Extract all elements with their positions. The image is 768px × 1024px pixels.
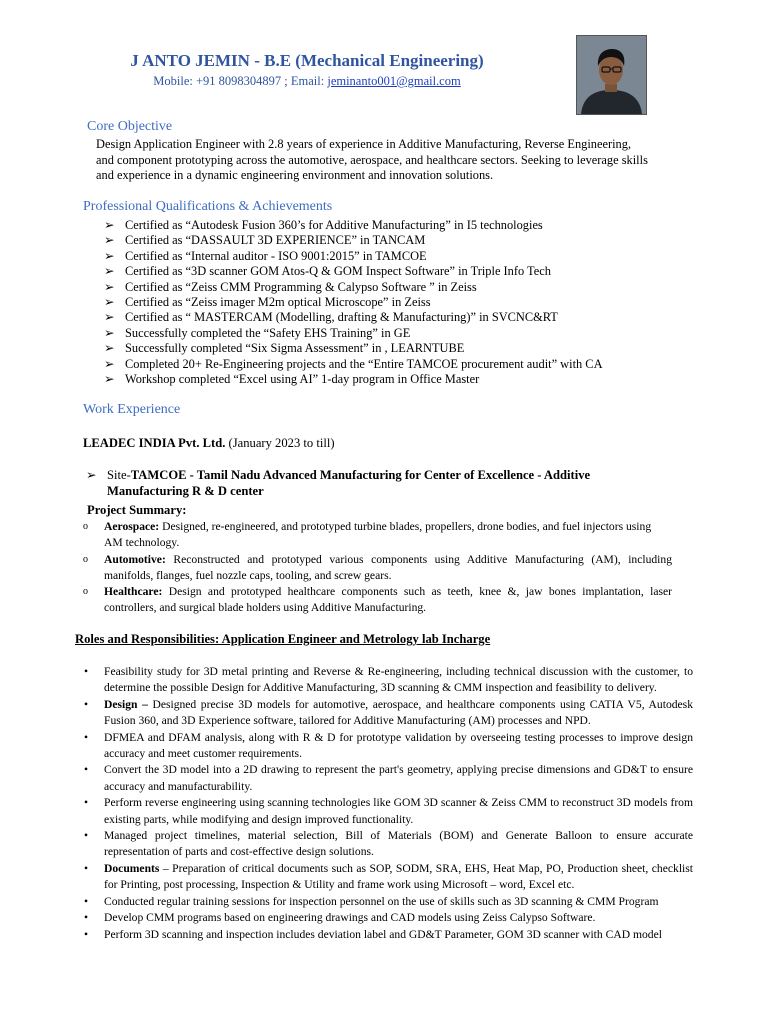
arrow-bullet-icon: ➢ xyxy=(86,468,97,482)
list-item: ➢ Workshop completed “Excel using AI” 1-day program in Office Master xyxy=(104,372,480,387)
list-item: • Feasibility study for 3D metal printing and Reverse & Re-engineering, including technical discussion with the customer, to determine the possible Design for Additive Manufacturing, 3D scanning & CMM inspection and feasibility to delivery. xyxy=(84,665,693,695)
qualifications-list xyxy=(104,218,704,387)
circle-bullet-icon: o xyxy=(83,586,88,598)
objective-line: and component prototyping across the automotive, aerospace, and healthcare sectors. Seeking to leverage skills xyxy=(96,152,648,167)
list-item: • DFMEA and DFAM analysis, along with R & D for prototype validation by overseeing testing processes to improve design accuracy and meet customer requirements. xyxy=(84,730,693,761)
bullet-dot-icon: • xyxy=(84,796,89,810)
core-objective-heading: Core Objective xyxy=(87,119,173,134)
project-summary-list xyxy=(83,519,672,617)
list-item: • Perform 3D scanning and inspection includes deviation label and GD&T Parameter, GOM 3D scanner with CAD model xyxy=(82,927,693,943)
list-item: ➢ Certified as “Internal auditor - ISO 9001:2015” in TAMCOE xyxy=(104,248,427,263)
list-item: • Develop CMM programs based on engineering drawings and CAD models using Zeiss Calypso Software. xyxy=(82,910,693,926)
site-line xyxy=(86,468,646,499)
arrow-bullet-icon: ➢ xyxy=(104,341,115,356)
list-item: • Design – Designed precise 3D models for automotive, aerospace, and healthcare components using CATIA V5, Autodesk Fusion 360, and 3D Experience software, tailored for Additive Manufacturing (AM) processes and NPD. xyxy=(84,697,693,728)
list-item: o Automotive: Reconstructed and prototyped various components using Additive Manufacturing (AM), including manifolds, flanges, fuel nozzle caps, tooling, and screw gears. xyxy=(83,552,672,582)
contact-line xyxy=(0,74,614,89)
list-item: • Managed project timelines, material selection, Bill of Materials (BOM) and Generate Balloon to ensure accurate representation of parts and cost-effective design solutions. xyxy=(84,829,693,859)
arrow-bullet-icon: ➢ xyxy=(104,233,115,248)
arrow-bullet-icon: ➢ xyxy=(104,295,115,310)
arrow-bullet-icon: ➢ xyxy=(104,356,115,371)
company-line xyxy=(83,436,335,452)
project-summary-label: Project Summary: xyxy=(87,503,187,517)
arrow-bullet-icon: ➢ xyxy=(104,218,115,232)
arrow-bullet-icon: ➢ xyxy=(104,248,115,263)
person-photo-icon xyxy=(577,36,646,114)
bullet-dot-icon: • xyxy=(84,697,89,711)
email-link[interactable]: jeminanto001@gmail.com xyxy=(327,74,461,88)
circle-bullet-icon: o xyxy=(83,521,88,532)
roles-heading: Roles and Responsibilities: Application Engineer and Metrology lab Incharge xyxy=(75,632,491,646)
bullet-dot-icon: • xyxy=(84,894,89,908)
site-name-continued: Manufacturing R & D center xyxy=(107,483,264,498)
list-item: o Healthcare: Design and prototyped healthcare components such as teeth, knee &, jaw bones implantation, laser controllers, and surgical blade holders using Additive Manufacturing. xyxy=(83,585,672,615)
site-prefix: Site- xyxy=(107,468,131,482)
list-item: ➢ Successfully completed “Six Sigma Assessment” in , LEARNTUBE xyxy=(104,341,465,356)
company-name: LEADEC INDIA Pvt. Ltd. xyxy=(83,436,226,450)
list-item: ➢ Certified as “Autodesk Fusion 360’s for Additive Manufacturing” in I5 technologies xyxy=(104,218,543,232)
list-item: ➢ Certified as “3D scanner GOM Atos-Q & GOM Inspect Software” in Triple Info Tech xyxy=(104,264,551,279)
list-item: • Conducted regular training sessions for inspection personnel on the use of skills such as 3D scanning & CMM Program xyxy=(82,894,693,910)
list-item: ➢ Certified as “ MASTERCAM (Modelling, drafting & Manufacturing)” in SVCNC&RT xyxy=(104,310,558,325)
list-item: • Documents – Preparation of critical documents such as SOP, SODM, SRA, EHS, Heat Map, PO, Production sheet, checklist for Printing, post processing, Inspection & Utility and frame work using Microsoft – word, Excel etc. xyxy=(84,861,693,892)
list-item: ➢ Certified as “Zeiss imager M2m optical Microscope” in Zeiss xyxy=(104,295,431,310)
objective-line: Design Application Engineer with 2.8 years of experience in Additive Manufacturing, Reverse Engineering, xyxy=(96,137,632,151)
list-item: o Aerospace: Designed, re-engineered, and prototyped turbine blades, propellers, drone bodies, and fuel injectors using AM technology. xyxy=(83,520,652,550)
bullet-dot-icon: • xyxy=(84,763,89,777)
bullet-dot-icon: • xyxy=(84,861,89,875)
circle-bullet-icon: o xyxy=(83,553,88,565)
list-item: ➢ Certified as “DASSAULT 3D EXPERIENCE” in TANCAM xyxy=(104,233,426,248)
list-item: • Convert the 3D model into a 2D drawing to represent the part's geometry, applying precise dimensions and GD&T to ensure accuracy and manufacturability. xyxy=(84,763,693,793)
work-experience-heading: Work Experience xyxy=(83,402,181,417)
list-item: ➢ Successfully completed the “Safety EHS Training” in GE xyxy=(104,325,411,340)
list-item: ➢ Certified as “Zeiss CMM Programming & Calypso Software ” in Zeiss xyxy=(104,279,477,294)
site-name: TAMCOE - Tamil Nadu Advanced Manufacturing for Center of Excellence - Additive xyxy=(130,468,591,482)
qualifications-heading: Professional Qualifications & Achievements xyxy=(83,199,333,214)
employment-period: (January 2023 to till) xyxy=(225,436,335,450)
list-item: ➢ Completed 20+ Re-Engineering projects and the “Entire TAMCOE procurement audit” with CA xyxy=(104,356,603,371)
candidate-name: J ANTO JEMIN - B.E (Mechanical Engineering) xyxy=(130,51,484,70)
arrow-bullet-icon: ➢ xyxy=(104,310,115,325)
arrow-bullet-icon: ➢ xyxy=(104,372,115,387)
roles-list xyxy=(82,664,693,943)
arrow-bullet-icon: ➢ xyxy=(104,325,115,340)
bullet-dot-icon: • xyxy=(84,927,89,941)
profile-photo xyxy=(576,35,647,115)
list-item: • Perform reverse engineering using scanning technologies like GOM 3D scanner & Zeiss CMM to reconstruct 3D models from existing parts, while modifying and design improved functionality. xyxy=(84,796,693,826)
arrow-bullet-icon: ➢ xyxy=(104,279,115,294)
bullet-dot-icon: • xyxy=(84,911,89,925)
mobile-text: Mobile: +91 8098304897 ; Email: xyxy=(153,74,328,88)
arrow-bullet-icon: ➢ xyxy=(104,264,115,279)
objective-line: and experience in a dynamic engineering environment and innovation solutions. xyxy=(96,168,494,183)
bullet-dot-icon: • xyxy=(84,829,89,843)
bullet-dot-icon: • xyxy=(84,665,89,678)
core-objective-text xyxy=(96,137,686,184)
bullet-dot-icon: • xyxy=(84,730,89,744)
